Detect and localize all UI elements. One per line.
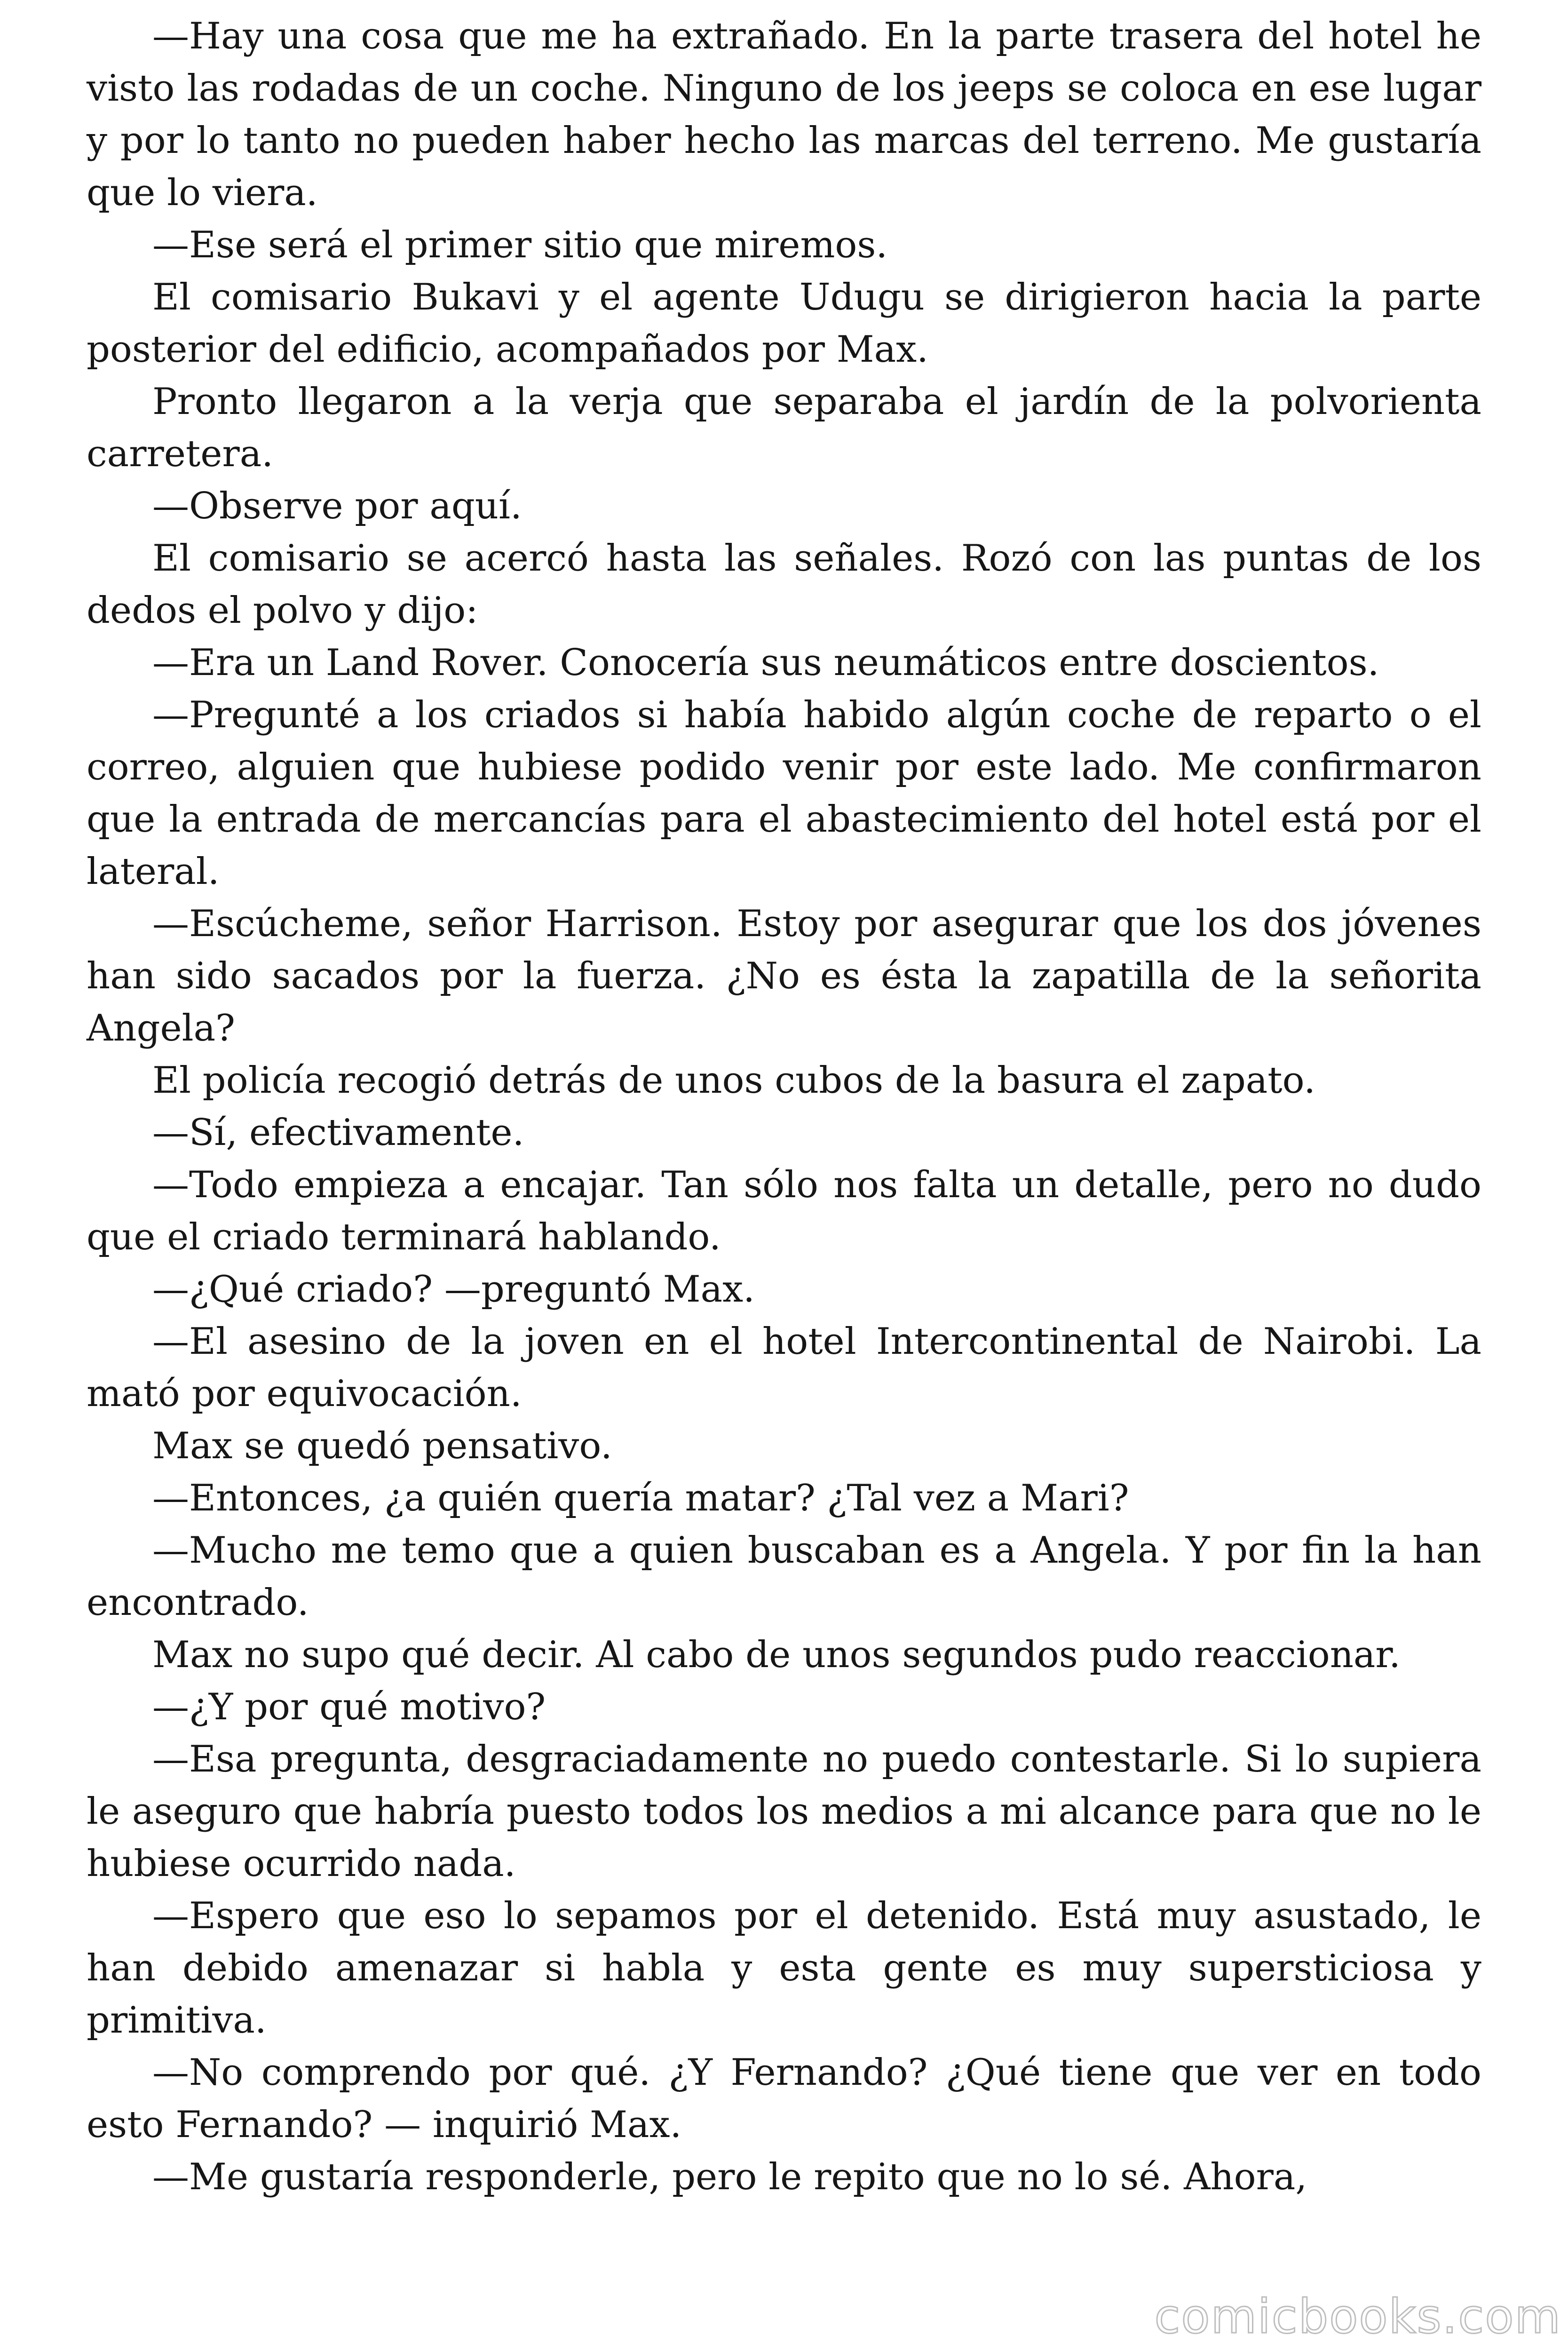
paragraph: —Era un Land Rover. Conocería sus neumáticos entre doscientos.	[152, 642, 1379, 684]
paragraph: —¿Y por qué motivo?	[152, 1686, 546, 1728]
paragraph: El comisario Bukavi y el agente Udugu se dirigieron hacia la parte posterior del edificio, acompañados por Max.	[87, 276, 1481, 371]
paragraph: —Me gustaría responderle, pero le repito que no lo sé. Ahora,	[152, 2156, 1307, 2198]
paragraph: Max se quedó pensativo.	[152, 1425, 612, 1467]
paragraph: —Esa pregunta, desgraciadamente no puedo contestarle. Si lo supiera le aseguro que habría puesto todos los medios a mi alcance para que no le hubiese ocurrido nada.	[87, 1738, 1481, 1885]
paragraph: El policía recogió detrás de unos cubos de la basura el zapato.	[152, 1059, 1315, 1102]
paragraph: —El asesino de la joven en el hotel Intercontinental de Nairobi. La mató por equivocación.	[87, 1320, 1481, 1415]
paragraph: —¿Qué criado? —preguntó Max.	[152, 1268, 755, 1311]
paragraph: —Observe por aquí.	[152, 485, 522, 527]
paragraph: —Todo empieza a encajar. Tan sólo nos falta un detalle, pero no dudo que el criado terminará hablando.	[87, 1164, 1481, 1258]
paragraph: —Espero que eso lo sepamos por el detenido. Está muy asustado, le han debido amenazar si habla y esta gente es muy supersticiosa y primitiva.	[87, 1895, 1481, 2042]
paragraph: —Escúcheme, señor Harrison. Estoy por asegurar que los dos jóvenes han sido sacados por la fuerza. ¿No es ésta la zapatilla de la señorita Angela?	[87, 903, 1481, 1049]
watermark: comicbooks.com	[1154, 2289, 1561, 2344]
paragraph: —Sí, efectivamente.	[152, 1112, 524, 1154]
paragraph: —Entonces, ¿a quién quería matar? ¿Tal vez a Mari?	[152, 1477, 1129, 1519]
paragraph: Pronto llegaron a la verja que separaba el jardín de la polvorienta carretera.	[87, 381, 1481, 475]
paragraph: —Ese será el primer sitio que miremos.	[152, 224, 888, 266]
paragraph: —Hay una cosa que me ha extrañado. En la parte trasera del hotel he visto las rodadas de un coche. Ninguno de los jeeps se coloca en ese lugar y por lo tanto no pueden haber hecho las marcas del terreno. Me gustaría que lo viera.	[87, 15, 1481, 214]
paragraph: El comisario se acercó hasta las señales. Rozó con las puntas de los dedos el polvo y dijo:	[87, 537, 1481, 632]
paragraph: Max no supo qué decir. Al cabo de unos segundos pudo reaccionar.	[152, 1634, 1401, 1676]
paragraph: —Pregunté a los criados si había habido algún coche de reparto o el correo, alguien que hubiese podido venir por este lado. Me confirmaron que la entrada de mercancías para el abastecimiento del hotel está por el lateral.	[87, 694, 1481, 893]
paragraph: —Mucho me temo que a quien buscaban es a Angela. Y por fin la han encontrado.	[87, 1529, 1481, 1624]
paragraph: —No comprendo por qué. ¿Y Fernando? ¿Qué tiene que ver en todo esto Fernando? — inquirió Max.	[87, 2051, 1481, 2146]
page-text	[87, 10, 1481, 2203]
